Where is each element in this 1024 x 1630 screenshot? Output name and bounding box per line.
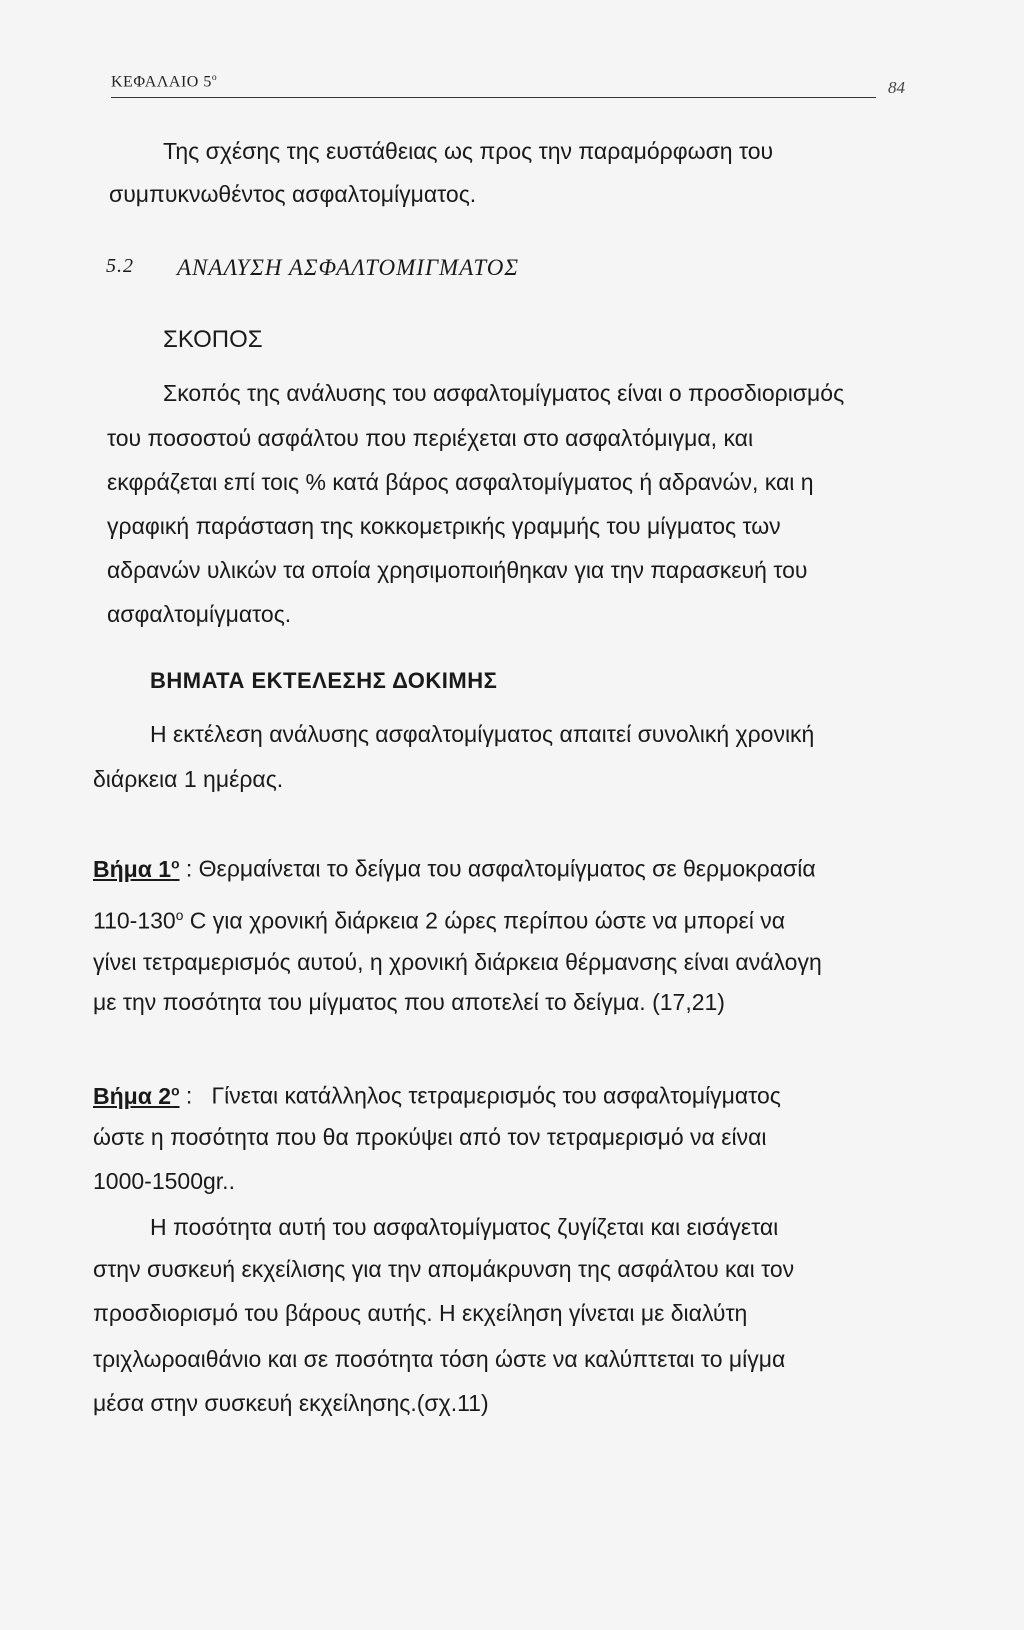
step2-para-line-1: Η ποσότητα αυτή του ασφαλτομίγματος ζυγίζεται και εισάγεται — [150, 1214, 779, 1240]
step2-para-line-2: στην συσκευή εκχείλισης για την απομάκρυνση της ασφάλτου και τον — [93, 1256, 795, 1282]
step1-line-1 — [93, 848, 816, 885]
step2-line-2: ώστε η ποσότητα που θα προκύψει από τον τετραμερισμό να είναι — [93, 1124, 767, 1150]
chapter-header — [111, 72, 217, 91]
step2-para-line-4: τριχλωροαιθάνιο και σε ποσότητα τόση ώστε να καλύπτεται το μίγμα — [93, 1346, 786, 1372]
step2-line-3: 1000-1500gr.. — [93, 1168, 235, 1194]
steps-intro-line-1: Η εκτέλεση ανάλυσης ασφαλτομίγματος απαιτεί συνολική χρονική — [150, 721, 815, 747]
step1-line-2-text: C για χρονική διάρκεια 2 ώρες περίπου ώστε να μπορεί να — [183, 907, 786, 934]
step2-colon: : — [179, 1082, 193, 1109]
steps-intro-line-2: διάρκεια 1 ημέρας. — [93, 766, 284, 792]
purpose-line-2: του ποσοστού ασφάλτου που περιέχεται στο ασφαλτόμιγμα, και — [107, 425, 754, 451]
section-title: ΑΝΑΛΥΣΗ ΑΣΦΑΛΤΟΜΙΓΜΑΤΟΣ — [177, 255, 520, 280]
purpose-line-5: αδρανών υλικών τα οποία χρησιμοποιήθηκαν για την παρασκευή του — [107, 557, 808, 583]
purpose-line-4: γραφική παράσταση της κοκκομετρικής γραμμής του μίγματος των — [107, 513, 781, 539]
step2-label-superscript: ο — [171, 1083, 180, 1098]
purpose-line-6: ασφαλτομίγματος. — [107, 601, 292, 627]
step2-line-1-text: Γίνεται κατάλληλος τετραμερισμός του ασφαλτομίγματος — [211, 1082, 781, 1109]
purpose-line-1: Σκοπός της ανάλυσης του ασφαλτομίγματος είναι ο προσδιορισμός — [163, 380, 845, 406]
section-number: 5.2 — [106, 255, 134, 277]
step1-line-2 — [93, 900, 785, 937]
steps-heading: ΒΗΜΑΤΑ ΕΚΤΕΛΕΣΗΣ ΔΟΚΙΜΗΣ — [150, 668, 498, 693]
step1-line-4: με την ποσότητα του μίγματος που αποτελεί το δείγμα. (17,21) — [93, 989, 725, 1015]
step1-temperature: 110-130 — [93, 907, 176, 934]
step2-label-text: Βήμα 2 — [93, 1082, 172, 1109]
step2-line-1 — [93, 1075, 781, 1112]
header-rule — [111, 97, 876, 98]
intro-line-2: συμπυκνωθέντος ασφαλτομίγματος. — [109, 181, 477, 207]
step1-line-3: γίνει τετραμερισμός αυτού, η χρονική διάρκεια θέρμανσης είναι ανάλογη — [93, 949, 822, 975]
step1-colon: : — [179, 855, 193, 882]
chapter-superscript: ο — [211, 72, 218, 83]
step2-para-line-3: προσδιορισμό του βάρους αυτής. Η εκχείληση γίνεται με διαλύτη — [93, 1300, 748, 1326]
step1-label-text: Βήμα 1 — [93, 855, 172, 882]
step1-label-superscript: ο — [171, 856, 180, 871]
step2-para-line-5: μέσα στην συσκευή εκχείλησης.(σχ.11) — [93, 1390, 489, 1416]
purpose-heading: ΣΚΟΠΟΣ — [163, 326, 263, 353]
page-number: 84 — [888, 78, 905, 97]
chapter-label: ΚΕΦΑΛΑΙΟ 5 — [111, 73, 212, 91]
step1-line-1-text: Θερμαίνεται το δείγμα του ασφαλτομίγματος σε θερμοκρασία — [198, 855, 816, 882]
intro-line-1: Της σχέσης της ευστάθειας ως προς την παραμόρφωση του — [163, 138, 774, 164]
step1-label — [93, 856, 180, 882]
degree-superscript: o — [175, 908, 184, 923]
purpose-line-3: εκφράζεται επί τοις % κατά βάρος ασφαλτομίγματος ή αδρανών, και η — [107, 469, 814, 495]
step2-label — [93, 1083, 180, 1109]
